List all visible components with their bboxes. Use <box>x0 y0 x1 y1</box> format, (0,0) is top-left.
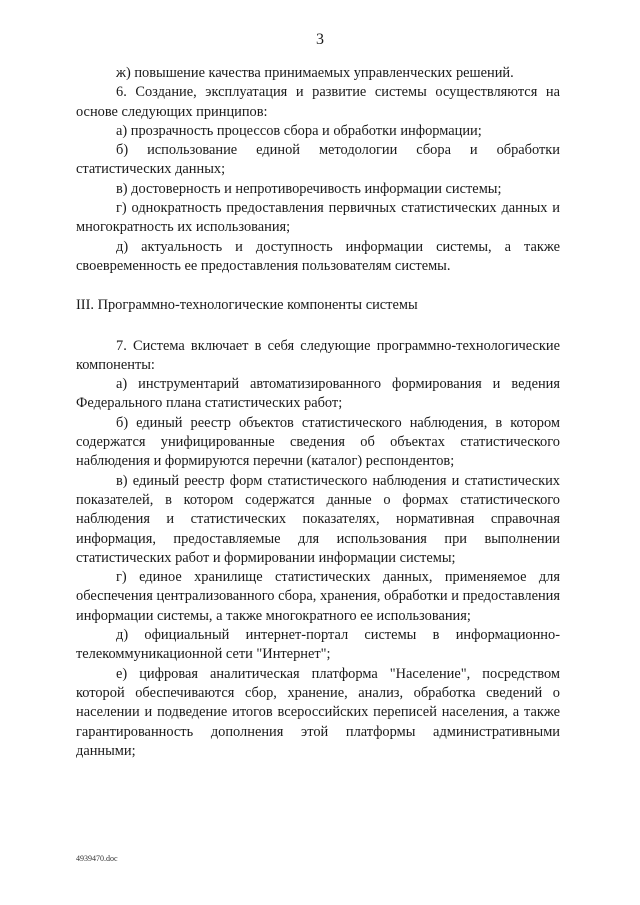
paragraph-item-d: д) актуальность и доступность информации системы, а также своевременность ее предоставления пользователям системы. <box>76 238 560 274</box>
document-file-code: 4939470.doc <box>76 854 118 863</box>
paragraph-item-a: а) прозрачность процессов сбора и обработки информации; <box>116 122 482 139</box>
paragraph-component-b: б) единый реестр объектов статистического наблюдения, в котором содержатся унифицированные сведения об объектах статистического наблюдения и формируются перечни (каталог) респондентов; <box>76 414 560 470</box>
paragraph-component-a: а) инструментарий автоматизированного формирования и ведения Федерального плана статистических работ; <box>76 376 560 412</box>
paragraph-component-e: е) цифровая аналитическая платформа "Население", посредством которой обеспечиваются сбор, хранение, анализ, обработка сведений о населении и подведение итогов всероссийских переписей населения, а также гарантированность дополнения этой платформы административными данными; <box>76 665 560 759</box>
paragraph-component-g: г) единое хранилище статистических данных, применяемое для обеспечения централизованного сбора, хранения, обработки и предоставления информации системы, а также многократного ее использования; <box>76 569 560 624</box>
paragraph-component-v: в) единый реестр форм статистического наблюдения и статистических показателей, в котором содержатся данные о формах статистического наблюдения и статистических показателях, нормативная справочная информация, предоставляемые для использования при выполнении статистических работ и формировании информации системы; <box>76 472 560 566</box>
page-number: 3 <box>316 31 324 48</box>
paragraph-item-b: б) использование единой методологии сбора и обработки статистических данных; <box>76 142 560 178</box>
paragraph-item-zh: ж) повышение качества принимаемых управленческих решений. <box>116 65 514 81</box>
document-body <box>76 64 560 761</box>
paragraph-item-v: в) достоверность и непротиворечивость информации системы; <box>116 180 502 197</box>
paragraph-component-d: д) официальный интернет-портал системы в информационно-телекоммуникационной сети "Интернет"; <box>76 627 560 663</box>
paragraph-item-g: г) однократность предоставления первичных статистических данных и многократность их использования; <box>76 200 560 236</box>
paragraph-clause-7: 7. Система включает в себя следующие программно-технологические компоненты: <box>76 337 560 373</box>
paragraph-clause-6: 6. Создание, эксплуатация и развитие системы осуществляются на основе следующих принципов: <box>76 84 560 120</box>
section-heading: III. Программно-технологические компоненты системы <box>76 297 418 314</box>
